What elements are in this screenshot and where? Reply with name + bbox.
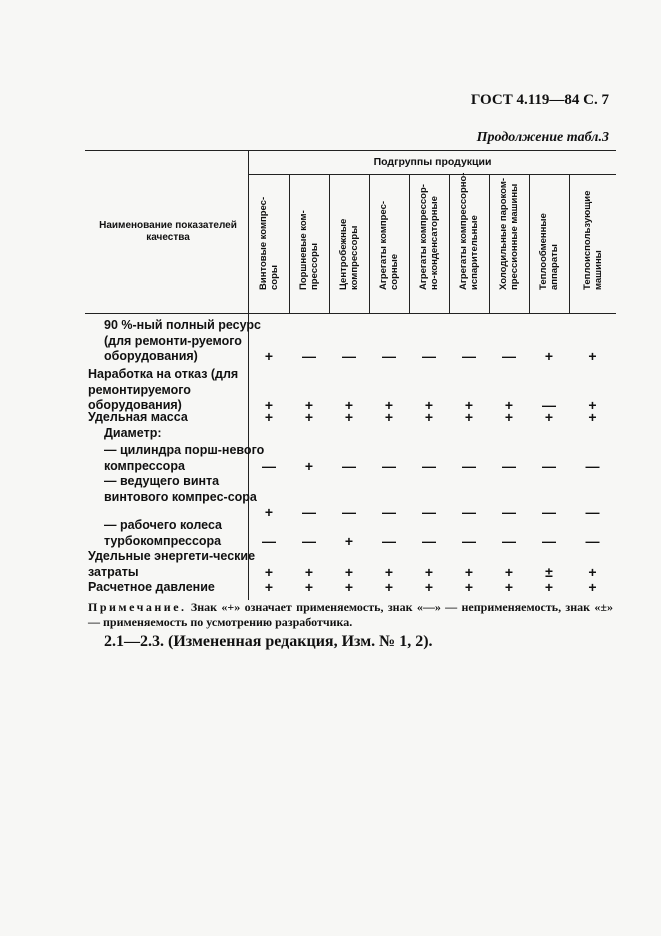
table-cell: — <box>382 532 396 549</box>
table-cell: — <box>542 532 556 549</box>
table-cell: + <box>504 409 514 425</box>
column-header <box>409 178 449 312</box>
page-header: ГОСТ 4.119—84 С. 7 <box>470 92 609 108</box>
row-label: — цилиндра порш-невого компрессора <box>104 443 265 473</box>
column-header-label: Агрегаты компрессор- но-конденсаторные <box>418 184 440 290</box>
row-label: Расчетное давление <box>88 580 215 594</box>
table-cell: — <box>262 457 276 474</box>
table-cell: + <box>304 579 314 595</box>
first-column-header: Наименование показателей качества <box>99 220 237 243</box>
table-cell: + <box>464 563 474 580</box>
table-cell: + <box>384 397 394 414</box>
table-cell: + <box>544 579 554 595</box>
table-cell: — <box>585 457 600 474</box>
row-label: Наработка на отказ (для ремонтируемого оборудования) <box>88 367 239 413</box>
table-cell: + <box>384 563 394 580</box>
table-cell: ± <box>545 563 553 580</box>
table-cell: — <box>462 532 476 549</box>
table-cell: — <box>342 504 356 521</box>
table-cell: + <box>304 409 314 425</box>
column-header <box>249 178 289 312</box>
column-header <box>529 178 569 312</box>
table-continuation-label: Продолжение табл.3 <box>476 130 609 145</box>
table-cell: + <box>304 563 314 580</box>
table-cell: — <box>382 457 396 474</box>
table-cell: + <box>464 409 474 425</box>
column-header <box>489 178 529 312</box>
note-title: Примечание. <box>88 600 187 614</box>
table-cell: + <box>344 532 354 549</box>
table-cell: — <box>502 348 516 365</box>
table-cell: + <box>264 563 274 580</box>
column-header-label: Агрегаты компрес- сорные <box>378 200 400 290</box>
table-cell: + <box>264 348 274 365</box>
column-divider <box>409 174 410 314</box>
table-cell: + <box>504 563 514 580</box>
row-label: — ведущего винта винтового компрес-сора <box>104 474 257 504</box>
row-label: Удельная масса <box>88 410 188 424</box>
table-cell: — <box>502 457 516 474</box>
table-cell: — <box>382 348 396 365</box>
column-divider <box>569 174 570 314</box>
column-divider <box>369 174 370 314</box>
table-cell: — <box>462 348 476 365</box>
column-header-label: Теплоиспользующие машины <box>581 190 604 290</box>
table-cell: + <box>424 563 434 580</box>
column-divider <box>329 174 330 314</box>
table-cell: — <box>262 532 276 549</box>
table-top-rule <box>85 150 616 151</box>
table-cell: — <box>542 457 556 474</box>
column-header <box>369 178 409 312</box>
row-label: 90 %-ный полный ресурс (для ремонти-руемого оборудования) <box>104 318 261 364</box>
table-cell: + <box>464 397 474 414</box>
table-cell: + <box>588 409 597 425</box>
column-header <box>289 178 329 312</box>
table-cell: — <box>422 457 436 474</box>
table-cell: + <box>264 409 274 425</box>
table-cell: — <box>585 532 600 549</box>
table-cell: + <box>424 397 434 414</box>
table-cell: + <box>344 397 354 414</box>
table-cell: + <box>344 563 354 580</box>
table-cell: + <box>344 409 354 425</box>
row-label: — рабочего колеса турбокомпрессора <box>104 518 222 548</box>
column-header-label: Центробежные компрессоры <box>338 218 360 290</box>
table-cell: + <box>464 579 474 595</box>
table-cell: — <box>422 532 436 549</box>
table-cell: — <box>342 348 356 365</box>
table-cell: + <box>504 397 514 414</box>
table-cell: + <box>264 504 274 521</box>
group-header: Подгруппы продукции <box>373 156 492 168</box>
table-cell: — <box>342 457 356 474</box>
column-divider <box>289 174 290 314</box>
table-cell: + <box>424 579 434 595</box>
table-cell: — <box>502 504 516 521</box>
table-cell: + <box>264 397 274 414</box>
table-cell: + <box>384 579 394 595</box>
group-header-rule <box>249 174 616 175</box>
table-cell: + <box>588 563 597 580</box>
table-cell: + <box>544 409 554 425</box>
column-divider <box>529 174 530 314</box>
table-cell: — <box>542 397 556 414</box>
table-cell: — <box>422 504 436 521</box>
table-cell: — <box>502 532 516 549</box>
column-header <box>569 178 616 312</box>
column-header-label: Поршневые ком- прессоры <box>298 210 320 290</box>
table-cell: + <box>304 397 314 414</box>
column-header-label: Холодильные пароком- прессионные машины <box>498 177 520 290</box>
table-cell: — <box>302 348 316 365</box>
table-cell: — <box>302 504 316 521</box>
table-cell: + <box>424 409 434 425</box>
table-cell: + <box>264 579 274 595</box>
column-header <box>329 178 369 312</box>
row-label: Диаметр: <box>104 426 162 440</box>
table-cell: — <box>422 348 436 365</box>
table-cell: + <box>544 348 554 365</box>
table-cell: + <box>588 348 597 365</box>
note-text: Знак «+» означает применяемость, знак «—» — неприменяемость, знак «±» — применяемость по усмотрению разработчика. <box>88 600 613 629</box>
table-cell: + <box>344 579 354 595</box>
column-divider <box>449 174 450 314</box>
table-cell: — <box>462 504 476 521</box>
table-cell: + <box>588 397 597 414</box>
column-divider <box>489 174 490 314</box>
table-cell: — <box>542 504 556 521</box>
table-note <box>88 600 613 630</box>
header-bottom-rule <box>85 313 616 314</box>
table-cell: — <box>302 532 316 549</box>
column-header-label: Агрегаты компрессорно- испарительные <box>458 172 480 290</box>
table-cell: + <box>504 579 514 595</box>
row-label: Удельные энергети-ческие затраты <box>88 549 256 579</box>
table-cell: + <box>304 457 314 474</box>
table-cell: + <box>384 409 394 425</box>
table-cell: — <box>462 457 476 474</box>
table-cell: — <box>585 504 600 521</box>
table-cell: — <box>382 504 396 521</box>
column-header <box>449 172 489 312</box>
column-header-label: Теплообменные аппараты <box>538 213 560 290</box>
table-cell: + <box>588 579 597 595</box>
column-header-label: Винтовые компрес- соры <box>258 196 280 290</box>
revision-footer: 2.1—2.3. (Измененная редакция, Изм. № 1, 2). <box>104 633 433 650</box>
